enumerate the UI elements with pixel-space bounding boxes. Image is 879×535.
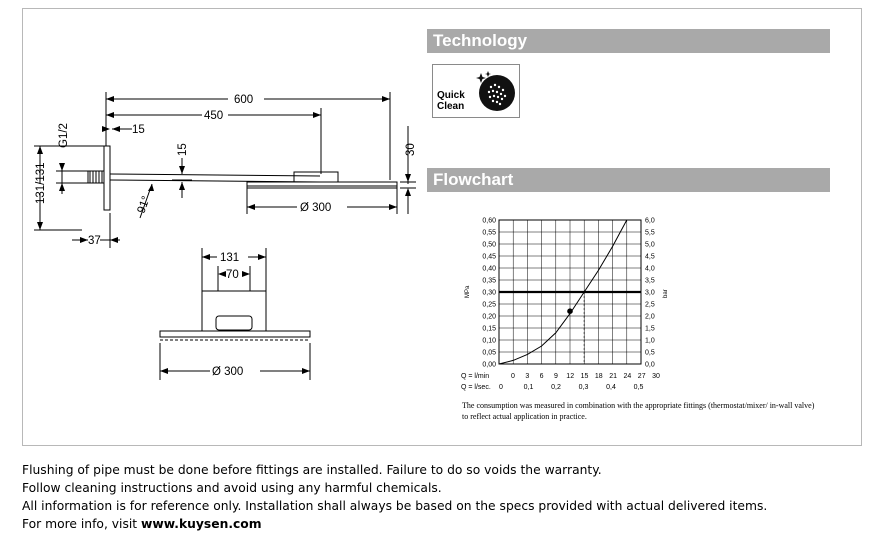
dim-g12: G1/2 [58, 123, 70, 148]
operating-point-marker [567, 308, 573, 314]
x-tick-label-min: 24 [623, 373, 632, 380]
flowchart-header: Flowchart [427, 168, 830, 192]
y-tick-label: 0,55 [482, 229, 496, 237]
footer-line-4 [22, 515, 767, 533]
footer [22, 461, 767, 533]
x-tick-label-min: 15 [580, 373, 589, 380]
y2-tick-label: 5,0 [645, 241, 655, 249]
x-axis-label-min: Q = l/min [461, 373, 490, 380]
dim-diameter-front: Ø 300 [212, 366, 244, 378]
y-tick-label: 0,50 [482, 241, 496, 249]
flowchart-note: The consumption was measured in combination with the appropriate fittings (thermostat/mixer/ in-wall valve) to reflect actual application in practice. [462, 401, 815, 421]
y2-tick-label: 0,5 [645, 349, 655, 357]
x-tick-label-sec: 0,5 [633, 384, 644, 391]
x-tick-label-min: 27 [637, 373, 646, 380]
quick-clean-badge [432, 64, 520, 118]
y2-tick-label: 1,5 [645, 325, 655, 333]
wall-plate-front [202, 291, 266, 331]
dim-15-vertical: 15 [177, 143, 189, 156]
website-link[interactable]: www.kuysen.com [141, 517, 262, 531]
technical-drawing [22, 8, 422, 388]
y-tick-label: 0,05 [482, 349, 496, 357]
x-tick-label-min: 21 [609, 373, 617, 380]
x-tick-label-min: 6 [539, 373, 544, 380]
y-tick-label: 0,30 [482, 289, 496, 297]
x-tick-label-min: 3 [525, 373, 530, 380]
shower-head-front [160, 331, 310, 337]
footer-line-2: Follow cleaning instructions and avoid using any harmful chemicals. [22, 481, 442, 495]
dim-diameter-side: Ø 300 [300, 202, 332, 214]
quick-clean-icon [475, 69, 515, 113]
x-tick-label-min: 30 [652, 373, 660, 380]
y2-tick-label: 2,5 [645, 301, 655, 309]
y-tick-label: 0,25 [482, 301, 496, 309]
x-axis-label-sec: Q = l/sec. [461, 384, 491, 391]
dim-angle: 91° [135, 194, 153, 216]
footer-line-1: Flushing of pipe must be done before fittings are installed. Failure to do so voids the warranty. [22, 463, 602, 477]
x-tick-label-sec: 0,1 [523, 384, 534, 391]
y2-tick-label: 6,0 [645, 217, 655, 225]
y-axis-label: MPa [465, 285, 471, 298]
y-tick-label: 0,00 [482, 361, 496, 369]
footer-line-4-prefix: For more info, visit [22, 517, 142, 531]
quick-clean-label: Quick Clean [437, 90, 465, 112]
dim-450: 450 [204, 110, 224, 122]
shower-head-side [247, 182, 397, 188]
head-connector [294, 172, 338, 182]
dim-131: 131 [220, 252, 240, 264]
y2-tick-label: 3,0 [645, 289, 655, 297]
y-tick-label: 0,15 [482, 325, 496, 333]
y-tick-label: 0,45 [482, 253, 496, 261]
x-tick-label-sec: 0 [499, 384, 503, 391]
y2-tick-label: 4,0 [645, 265, 655, 273]
wall-plate [104, 146, 110, 210]
dim-600: 600 [234, 94, 254, 106]
y-tick-label: 0,35 [482, 277, 496, 285]
footer-line-3: All information is for reference only. Installation shall always be based on the specs provided with actual delivered items. [22, 499, 768, 513]
y2-tick-label: 2,0 [645, 313, 655, 321]
x-tick-label-min: 12 [566, 373, 575, 380]
x-tick-label-min: 9 [553, 373, 558, 380]
dim-131-131: 131/131 [35, 162, 47, 204]
y2-tick-label: 4,5 [645, 253, 655, 261]
y2-tick-label: 3,5 [645, 277, 655, 285]
dim-70: 70 [226, 269, 239, 281]
y2-tick-label: 5,5 [645, 229, 655, 237]
connector-front [216, 316, 252, 330]
x-tick-label-sec: 0,3 [578, 384, 589, 391]
shower-arm [110, 174, 320, 176]
y2-tick-label: 0,0 [645, 361, 655, 369]
y2-axis-label: bar [663, 289, 669, 298]
y-tick-label: 0,60 [482, 217, 496, 225]
x-tick-label-min: 18 [594, 373, 603, 380]
dim-15-horizontal: 15 [132, 124, 145, 136]
x-tick-label-min: 0 [511, 373, 515, 380]
flowchart [455, 210, 675, 395]
y-tick-label: 0,20 [482, 313, 496, 321]
y2-tick-label: 1,0 [645, 337, 655, 345]
y-tick-label: 0,40 [482, 265, 496, 273]
dim-37: 37 [88, 235, 101, 247]
x-tick-label-sec: 0,4 [606, 384, 616, 391]
y-tick-label: 0,10 [482, 337, 496, 345]
x-tick-label-sec: 0,2 [551, 384, 561, 391]
dim-30: 30 [405, 143, 417, 156]
technology-header: Technology [427, 29, 830, 53]
